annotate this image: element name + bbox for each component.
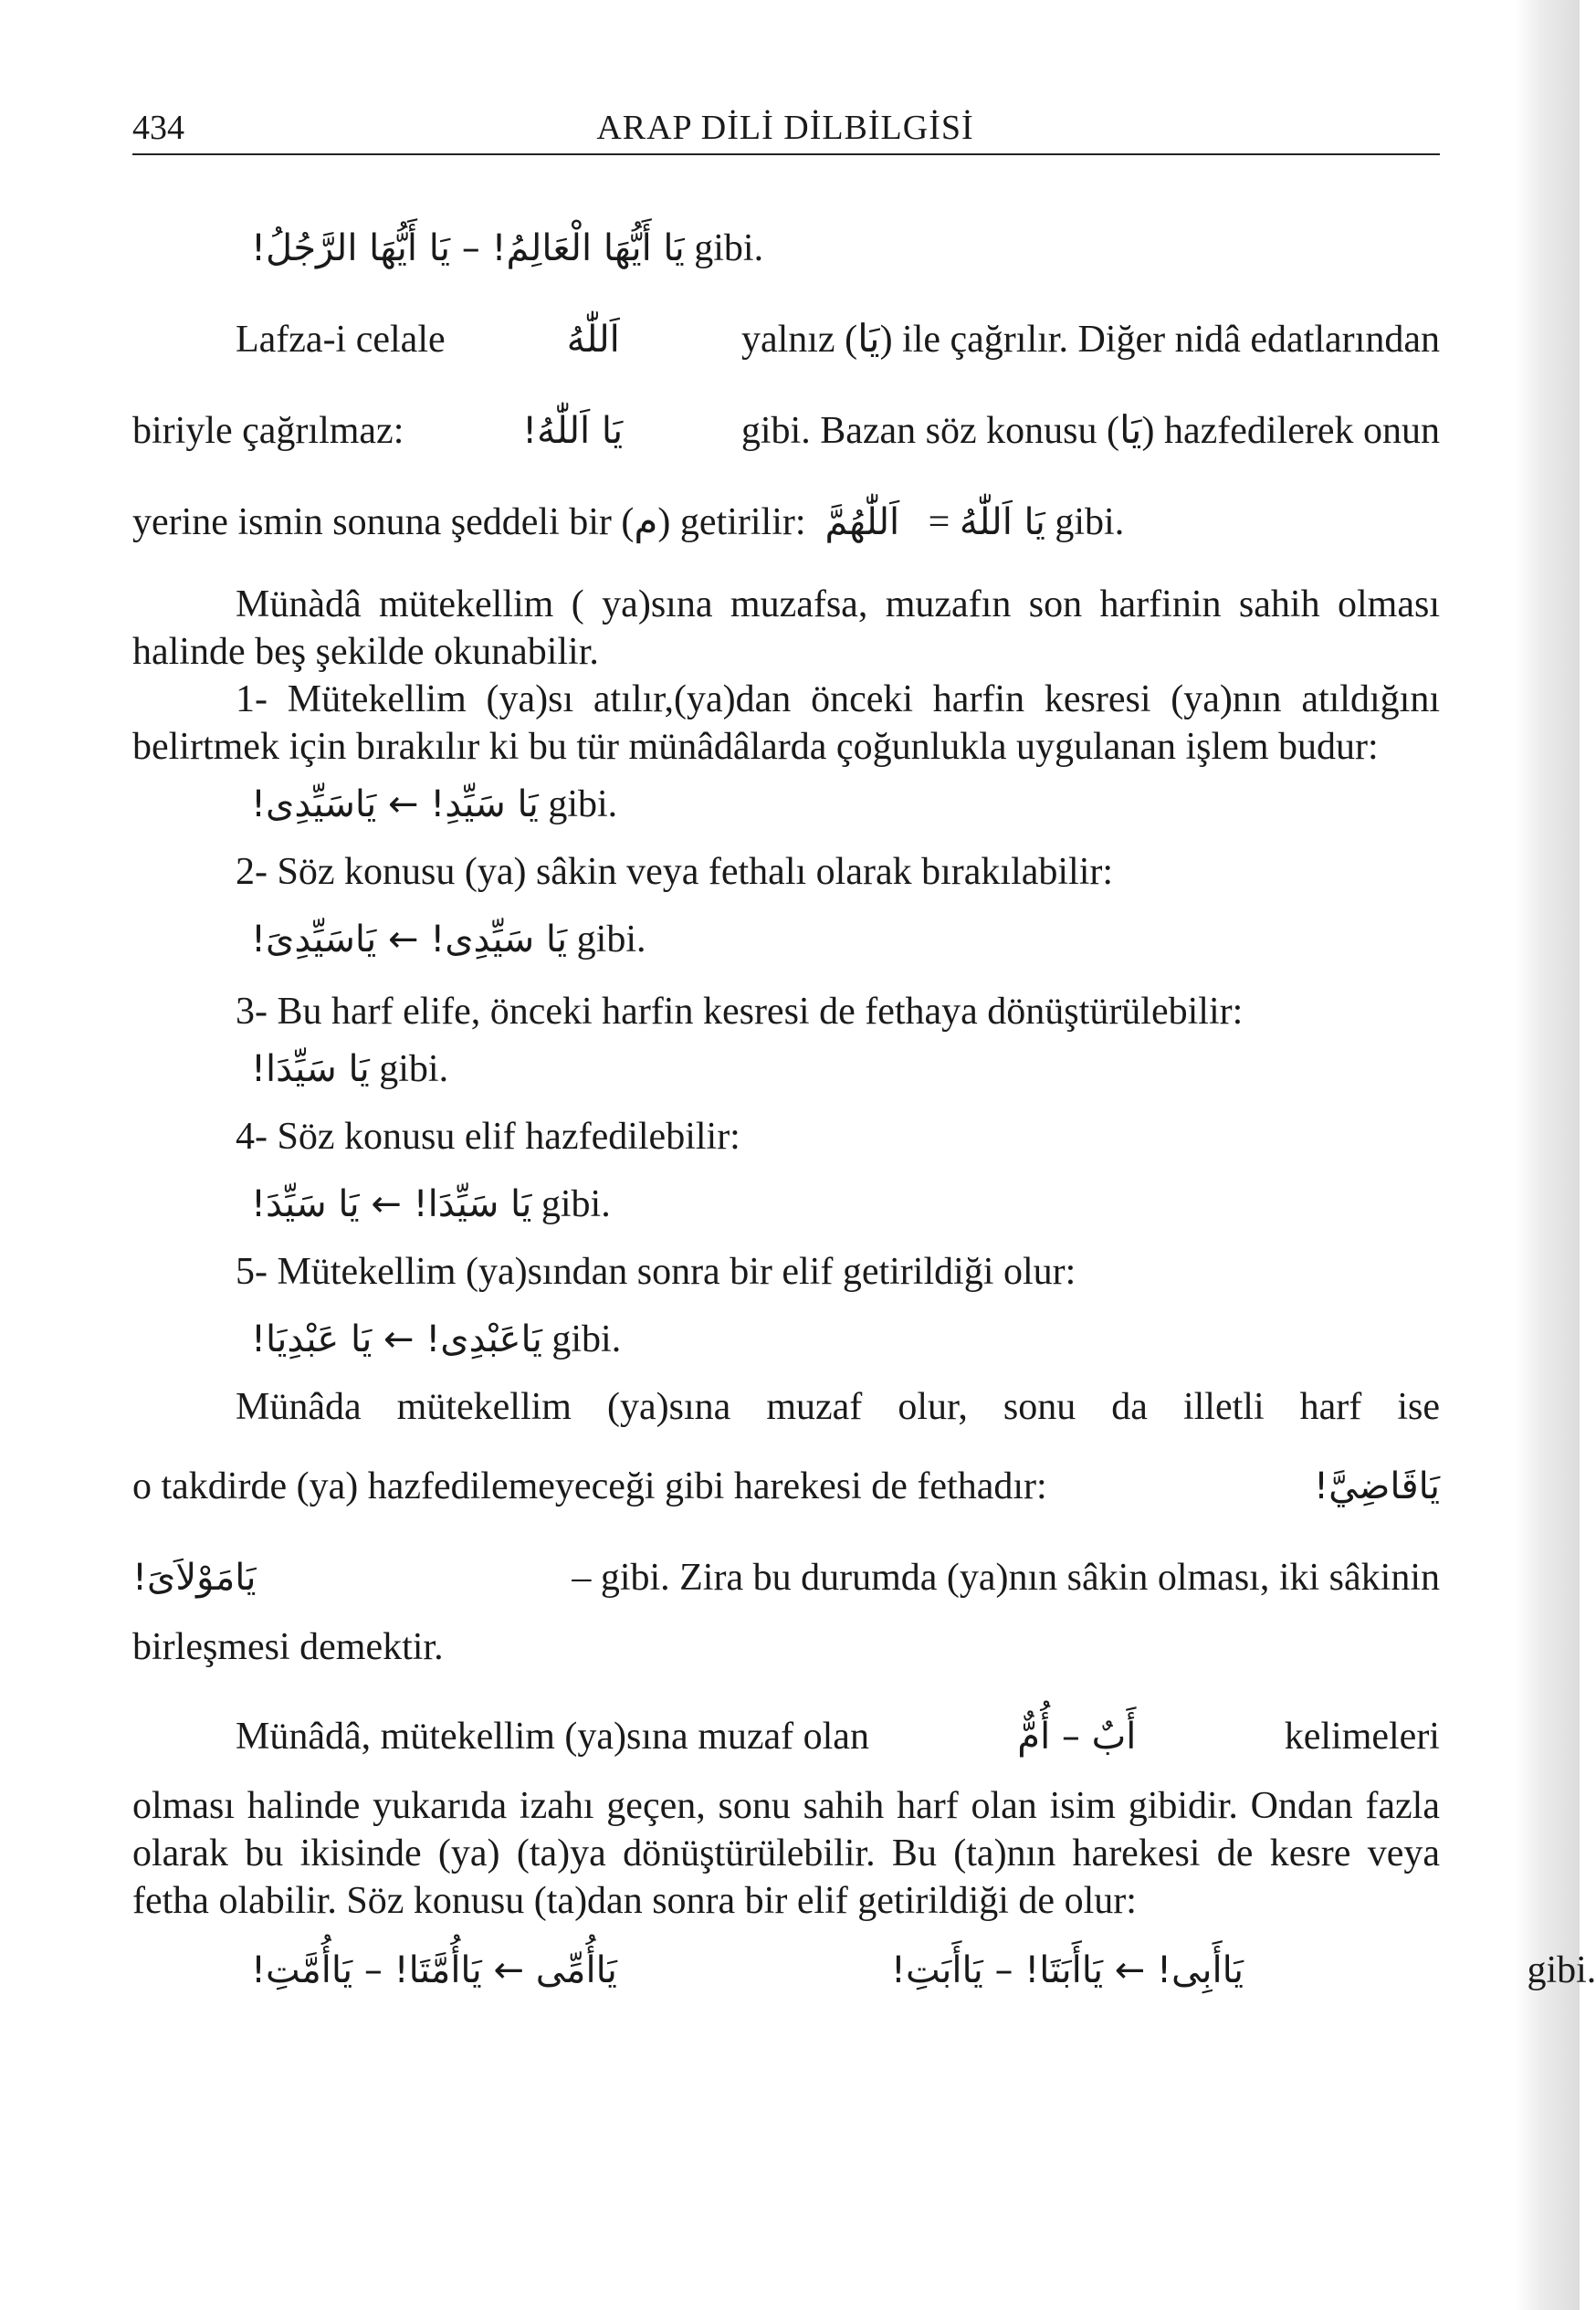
text-line [132, 477, 1440, 568]
arabic-example: يَا أَيُّهَا الْعَالِمُ! – يَا أَيُّهَا الرَّجُلُ! [251, 227, 685, 269]
arabic-word: يَا اَللّٰهُ! [522, 410, 624, 452]
arabic-word: اَللّٰهُمَّ [824, 501, 900, 543]
paragraph: Münàdâ mütekellim ( ya)sına muzafsa, muzafın son harfinin sahih olması halinde beş şekilde okunabilir. [132, 583, 1440, 673]
text-segment: gibi. [1055, 501, 1125, 543]
arabic-example: يَاأُمِّى ← يَاأُمَّتَا! – يَاأُمَّتِ! [251, 1949, 617, 1991]
example-line [132, 203, 1440, 294]
example-line [132, 1035, 1440, 1103]
text-segment: gibi. Bazan söz konusu (يَا) hazfedilerek onun [740, 410, 1440, 452]
text-line: Münâda mütekellim (ya)sına muzaf olur, sonu da illetli harf ise [236, 1386, 1440, 1428]
text-line [132, 1441, 1440, 1532]
example-line [132, 906, 1440, 973]
text-line: birleşmesi demektir. [132, 1626, 444, 1668]
paragraph: olması halinde yukarıda izahı geçen, sonu sahih harf olan isim gibidir. Ondan fazla olarak bu ikisinde (ya) (ta)ya dönüştürülebilir. Bu (ta)nın harekesi de kesre veya fetha olabilir. Söz konusu (ta)dan sonra bir elif getirildiği de olur: [132, 1785, 1440, 1922]
arabic-example: يَا سَيِّدِى! ← يَاسَيِّدِىَ! [251, 919, 568, 961]
arabic-word: يَا اَللّٰهُ [959, 501, 1045, 543]
text-segment: biriyle çağrılmaz: [132, 410, 404, 452]
arabic-example: يَا سَيِّدِ! ← يَاسَيِّدِى! [251, 783, 539, 825]
text-segment: – gibi. Zira bu durumda (ya)nın sâkin olması, iki sâkinin [572, 1557, 1440, 1599]
text-line [132, 294, 1440, 385]
example-line [132, 1306, 1440, 1373]
text-line [132, 1532, 1440, 1623]
example-line [132, 1925, 1596, 2016]
text-line [132, 385, 1440, 477]
page-body [132, 203, 1596, 2016]
example-tail: gibi. [1527, 1949, 1596, 1991]
text-segment: Münâdâ, mütekellim (ya)sına muzaf olan [236, 1716, 869, 1758]
text-segment: yerine ismin sonuna şeddeli bir (م) getirilir: [132, 501, 806, 543]
text-segment: yalnız (يَا) ile çağrılır. Diğer nidâ edatlarından [740, 319, 1440, 361]
page-header [132, 108, 1438, 153]
example-tail: gibi. [694, 227, 764, 269]
example-tail: gibi. [576, 919, 646, 961]
example-tail: gibi. [551, 1318, 622, 1360]
text-line: 2- Söz konusu (ya) sâkin veya fethalı olarak bırakılabilir: [236, 851, 1114, 893]
arabic-example: يَاعَبْدِى! ← يَا عَبْدِيَا! [251, 1318, 542, 1360]
header-rule [132, 153, 1440, 155]
example-line [132, 771, 1440, 838]
arabic-word: اَللّٰهُ [566, 319, 620, 361]
text-line: 4- Söz konusu elif hazfedilebilir: [236, 1116, 740, 1158]
paragraph: 1- Mütekellim (ya)sı atılır,(ya)dan önceki harfin kesresi (ya)nın atıldığını belirtmek için bırakılır ki bu tür münâdâlarda çoğunlukla uygulanan işlem budur: [132, 678, 1440, 768]
text-line: 5- Mütekellim (ya)sından sonra bir elif getirildiği olur: [236, 1251, 1076, 1293]
arabic-word: يَاقَاضِيَّ! [1314, 1465, 1440, 1507]
example-line [132, 1171, 1440, 1238]
arabic-example: يَاأَبِى! ← يَاأَبَتَا! – يَاأَبَتِ! [890, 1949, 1244, 1991]
text-segment: o takdirde (ya) hazfedilemeyeceği gibi harekesi de fethadır: [132, 1465, 1047, 1507]
text-segment: Lafza-i celale [236, 319, 446, 361]
arabic-example: يَا سَيِّدَا! [251, 1048, 370, 1090]
running-title: ARAP DİLİ DİLBİLGİSİ [596, 109, 974, 147]
example-tail: gibi. [379, 1048, 449, 1090]
example-tail: gibi. [541, 1183, 611, 1225]
example-tail: gibi. [548, 783, 618, 825]
paragraph: 3- Bu harf elife, önceki harfin kesresi de fethaya dönüştürülebilir: [236, 991, 1244, 1033]
text-segment: kelimeleri [1284, 1716, 1440, 1758]
page-number: 434 [132, 109, 184, 147]
arabic-word: يَامَوْلاَىَ! [132, 1557, 257, 1599]
text-line [132, 1691, 1440, 1782]
arabic-word: أَبٌ – أُمٌّ [1017, 1716, 1137, 1758]
equals-sign: = [928, 501, 950, 543]
arabic-example: يَا سَيِّدَا! ← يَا سَيِّدَ! [251, 1183, 532, 1225]
